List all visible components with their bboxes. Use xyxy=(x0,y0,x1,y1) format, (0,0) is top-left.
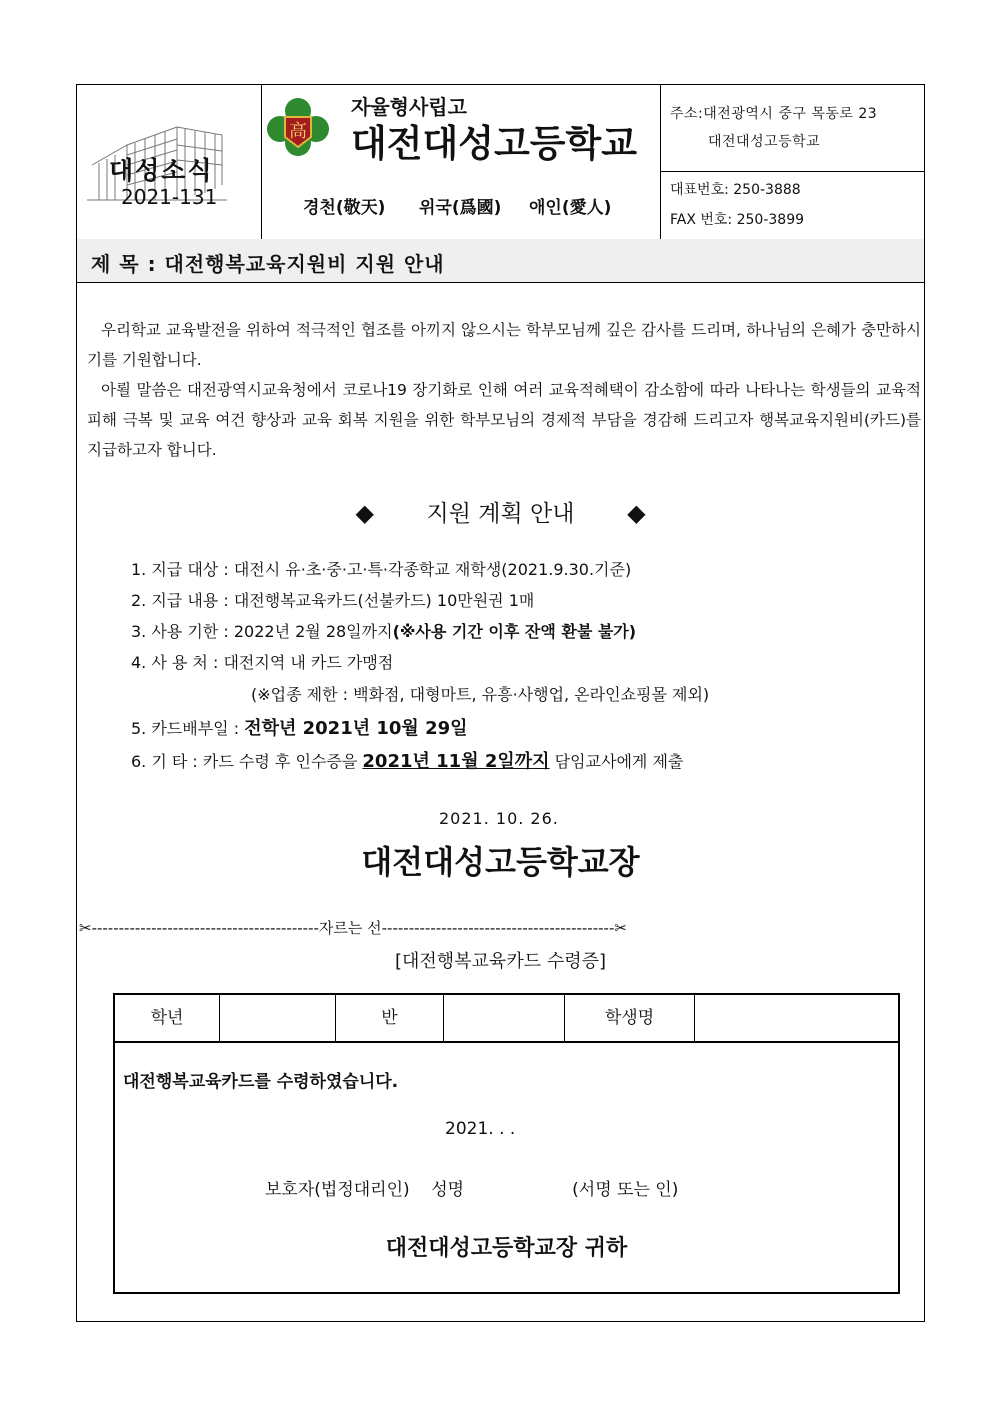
subject-title: 제 목 : 대전행복교육지원비 지원 안내 xyxy=(91,252,445,276)
grade-label: 학년 xyxy=(115,995,220,1041)
item-label: 6. 기 타 : xyxy=(131,752,198,771)
item-tail-text: 담임교사에게 제출 xyxy=(554,752,684,771)
receipt-addressee: 대전대성고등학교장 귀하 xyxy=(385,1236,628,1261)
grade-value-field[interactable] xyxy=(220,995,336,1041)
address-line-1: 주소:대전광역시 중구 목동로 23 xyxy=(670,106,878,122)
item-text: 대전지역 내 카드 가맹점 xyxy=(223,653,394,672)
plan-item-1 xyxy=(131,557,631,580)
section-title: 지원 계획 안내 xyxy=(426,501,575,527)
class-value-field[interactable] xyxy=(444,995,565,1041)
plan-item-2 xyxy=(131,588,534,611)
student-name-label: 학생명 xyxy=(565,995,695,1041)
receipt-date-field[interactable]: 2021. . . xyxy=(445,1119,516,1139)
letterhead xyxy=(77,85,924,240)
receipt-title: [대전행복교육카드 수령증] xyxy=(394,951,607,972)
address-line-2: 대전대성고등학교 xyxy=(708,134,821,150)
address-cell xyxy=(660,85,924,172)
svg-text:高: 高 xyxy=(289,121,307,142)
diamond-icon: ◆ xyxy=(355,499,374,527)
receipt-box xyxy=(113,993,900,1294)
plan-item-note xyxy=(251,682,709,705)
item-label: 5. 카드배부일 : xyxy=(131,719,240,738)
item-label: 3. 사용 기한 : xyxy=(131,622,229,641)
plan-item-5 xyxy=(131,714,468,740)
paragraph-body: 아뢸 말씀은 대전광역시교육청에서 코로나19 장기화로 인해 여러 교육적혜택이 감소함에 따라 나타나는 학생들의 교육적 피해 극복 및 교육 여건 향상과 교육 회복 지원을 위한 학부모님의 경제적 부담을 경감해 드리고자 행복교육지원비(카드)를 지급하고자 합니다. xyxy=(87,381,921,459)
newsletter-name: 대성소식 xyxy=(109,156,214,185)
newsletter-box xyxy=(77,85,262,239)
plan-item-3 xyxy=(131,619,636,642)
school-title-box xyxy=(261,85,661,239)
principal-name: 대전대성고등학교장 xyxy=(361,843,640,881)
fax-number: FAX 번호: 250-3899 xyxy=(670,212,805,228)
motto-3: 애인(愛人) xyxy=(529,198,612,218)
newsletter-number: 2021-131 xyxy=(121,185,218,209)
cut-line: ✂------------------------------------------자르는 선-------------------------------------------✂ xyxy=(79,919,627,937)
plan-item-6 xyxy=(131,747,683,773)
item-text: 2022년 2월 28일까지 xyxy=(233,622,393,641)
item-label: 1. 지급 대상 : xyxy=(131,560,229,579)
guardian-signature-field[interactable]: 보호자(법정대리인) 성명 (서명 또는 인) xyxy=(265,1180,679,1200)
receipt-statement: 대전행복교육카드를 수령하였습니다. xyxy=(123,1072,399,1092)
item-text: 대전시 유·초·중·고·특·각종학교 재학생(2021.9.30.기준) xyxy=(233,560,632,579)
item-label: 4. 사 용 처 : xyxy=(131,653,219,672)
item-text: 카드 수령 후 인수증을 xyxy=(202,752,358,771)
class-label: 반 xyxy=(336,995,444,1041)
item-bold-text: (※사용 기간 이후 잔액 환불 불가) xyxy=(392,622,637,641)
item-text: 대전행복교육카드(선불카드) 10만원권 1매 xyxy=(233,591,535,610)
phone-number: 대표번호: 250-3888 xyxy=(670,182,801,198)
item-label: 2. 지급 내용 : xyxy=(131,591,229,610)
subject-bar xyxy=(77,239,924,283)
student-name-field[interactable] xyxy=(695,995,897,1041)
school-type: 자율형사립고 xyxy=(351,95,467,119)
item-underline-text: 2021년 11월 2일까지 xyxy=(362,751,550,772)
item-bold-text: 전학년 2021년 10월 29일 xyxy=(244,718,468,739)
receipt-header-row xyxy=(115,995,898,1043)
school-name: 대전대성고등학교 xyxy=(351,122,637,165)
issue-date: 2021. 10. 26. xyxy=(439,809,559,828)
document-frame xyxy=(76,84,925,1322)
contact-box xyxy=(660,85,924,239)
plan-item-4 xyxy=(131,650,393,673)
item-note: (※업종 제한 : 백화점, 대형마트, 유흥·사행업, 온라인쇼핑몰 제외) xyxy=(251,685,710,704)
diamond-icon: ◆ xyxy=(627,499,646,527)
paragraph-greeting: 우리학교 교육발전을 위하여 적극적인 협조를 아끼지 않으시는 학부모님께 깊은 감사를 드리며, 하나님의 은혜가 충만하시기를 기원합니다. xyxy=(87,321,921,369)
school-emblem-icon xyxy=(265,97,331,159)
motto-2: 위국(爲國) xyxy=(419,198,502,218)
section-heading xyxy=(77,495,924,528)
motto-1: 경천(敬天) xyxy=(303,198,386,218)
